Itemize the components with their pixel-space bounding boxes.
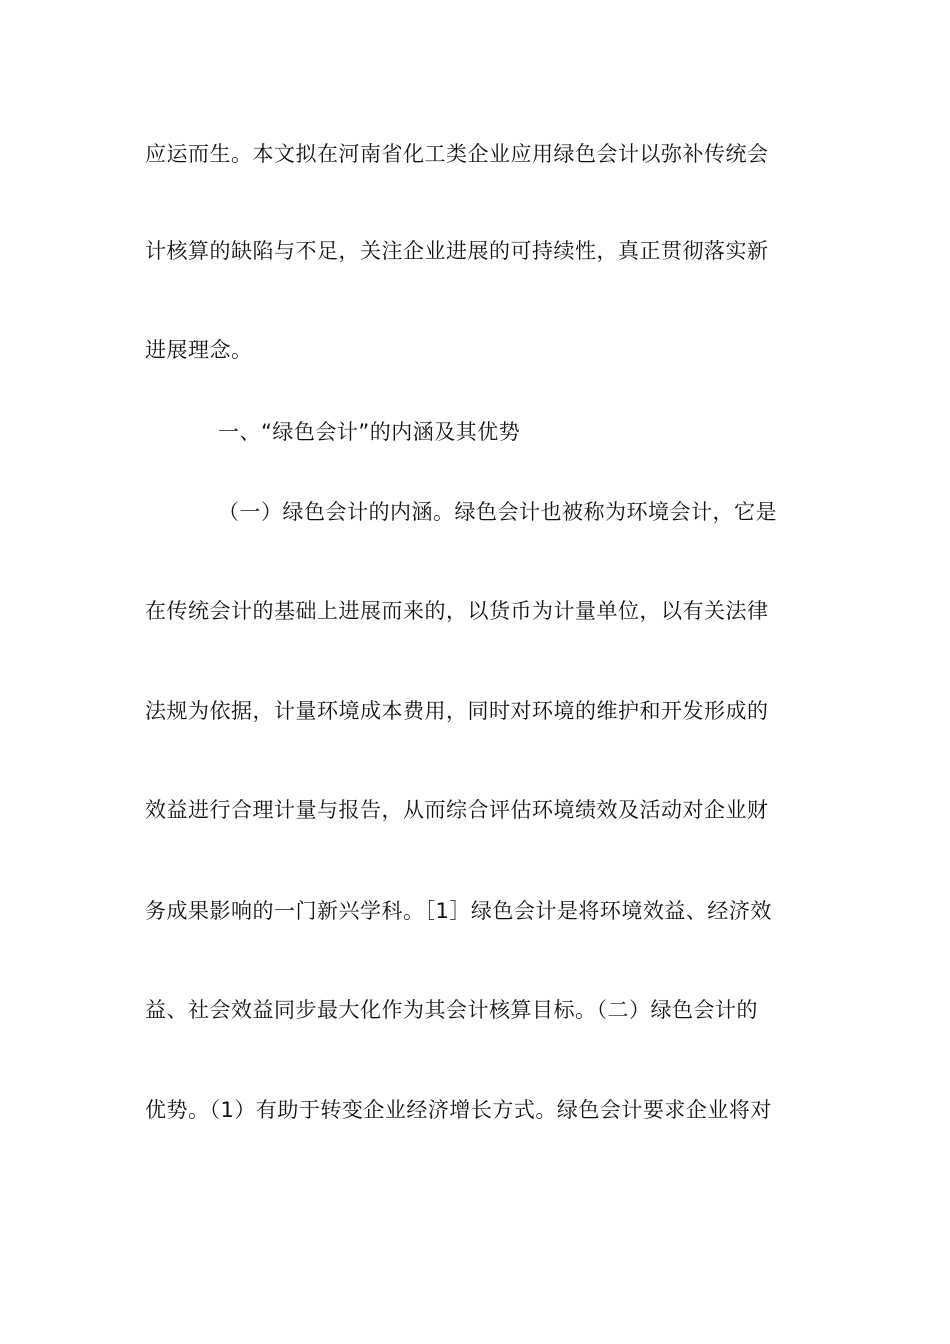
text-line-2: 计核算的缺陷与不足，关注企业进展的可持续性，真正贯彻落实新: [145, 239, 769, 263]
section-heading: 一、“绿色会计”的内涵及其优势: [218, 420, 521, 444]
text-line-3: 进展理念。: [145, 338, 253, 362]
text-line-7: 法规为依据，计量环境成本费用，同时对环境的维护和开发形成的: [145, 699, 769, 723]
text-line-10: 益、社会效益同步最大化作为其会计核算目标。（二）绿色会计的: [145, 998, 758, 1022]
text-line-9: 务成果影响的一门新兴学科。［1］绿色会计是将环境效益、经济效: [145, 899, 772, 923]
text-line-11: 优势。（1）有助于转变企业经济增长方式。绿色会计要求企业将对: [145, 1098, 772, 1122]
text-line-6: 在传统会计的基础上进展而来的，以货币为计量单位，以有关法律: [145, 599, 769, 623]
text-line-5: （一）绿色会计的内涵。绿色会计也被称为环境会计，它是: [218, 500, 777, 524]
text-line-1: 应运而生。本文拟在河南省化工类企业应用绿色会计以弥补传统会: [145, 142, 769, 166]
text-line-8: 效益进行合理计量与报告，从而综合评估环境绩效及活动对企业财: [145, 798, 769, 822]
